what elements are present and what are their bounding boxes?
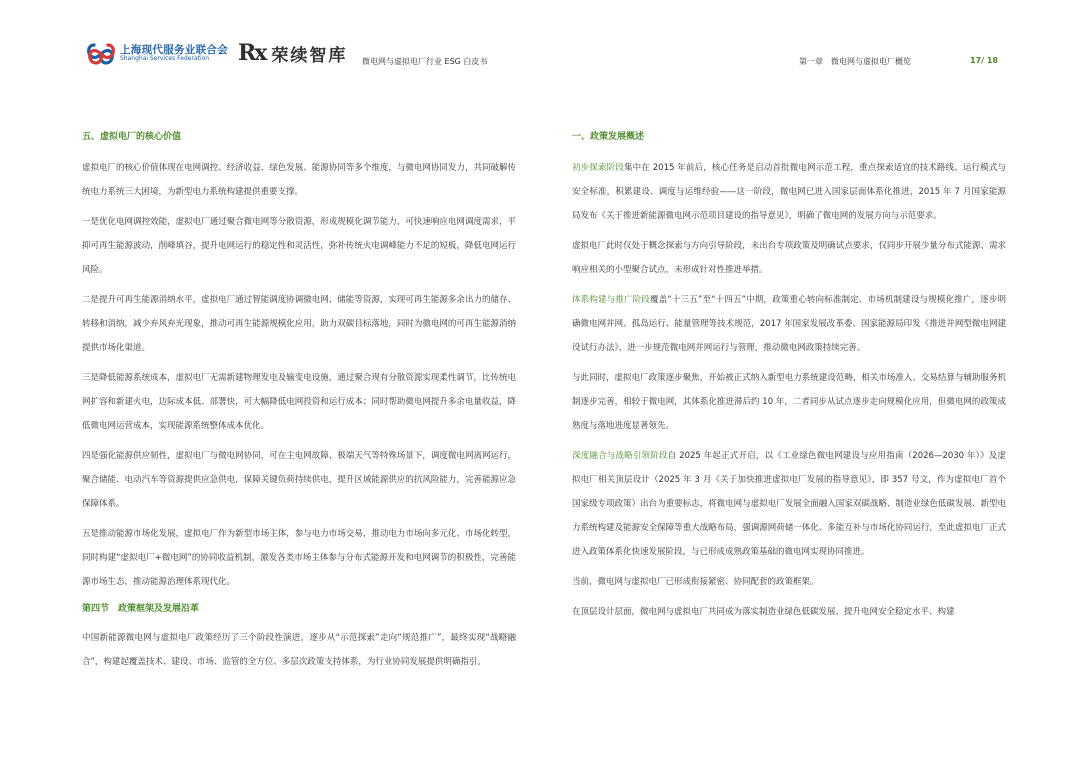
section-heading-policy-overview: 一、政策发展概述 (572, 132, 645, 142)
paragraph: 四是强化能源供应韧性，虚拟电厂与微电网协同，可在主电网故障、极端天气等特殊场景下，调度微电网离网运行，聚合储能、电动汽车等资源提供应急供电，保障关键负荷持续供电，提升区域能源供应的抗风险能力，完善能源应急保障体系。 (82, 451, 516, 509)
paragraph-stage-3 (572, 444, 1006, 564)
stage-label: 体系构建与推广阶段 (572, 295, 650, 305)
ssf-logo-name-cn: 上海现代服务业联合会 (120, 44, 228, 57)
ssf-logo-icon (86, 41, 116, 67)
stage-label: 深度融合与战略引领阶段 (572, 451, 668, 461)
page-header (0, 0, 1080, 80)
document-title: 微电网与虚拟电厂行业 ESG 白皮书 (362, 57, 488, 66)
stage-text: 覆盖“十三五”至“十四五”中期，政策重心转向标准制定、市场机制建设与规模化推广，逐步明确微电网并网、孤岛运行、能量管理等技术规范，2017 年国家发展改革委、国家能源局印发《推进并网型微电网建设试行办法》，进一步规范微电网并网运行与管理，推动微电网政策持续完善。 (572, 295, 1006, 353)
section-heading-policy-framework: 第四节 政策框架及发展沿革 (82, 604, 200, 614)
rx-logo-mark: Rx (238, 40, 266, 66)
paragraph: 五是推动能源市场化发展，虚拟电厂作为新型市场主体，参与电力市场交易，推动电力市场向多元化、市场化转型，同时构建“虚拟电厂+微电网”的协同收益机制，激发各类市场主体参与分布式能源开发和电网调节的积极性，完善能源市场生态，推动能源治理体系现代化。 (82, 529, 516, 587)
left-column (82, 130, 516, 680)
paragraph: 与此同时，虚拟电厂政策逐步聚焦，开始被正式纳入新型电力系统建设范畴，相关市场准入、交易结算与辅助服务机制逐步完善，相较于微电网，其体系化推进滞后约 10 年，二者同步从试点逐步走向规模化应用，但微电网的政策成熟度与落地进度显著领先。 (572, 373, 1006, 431)
chapter-title: 第一章 微电网与虚拟电厂概览 (799, 57, 911, 66)
paragraph: 虚拟电厂的核心价值体现在电网调控、经济收益、绿色发展、能源协同等多个维度，与微电网协同发力，共同破解传统电力系统三大困境，为新型电力系统构建提供重要支撑。 (82, 163, 516, 197)
paragraph-stage-1 (572, 156, 1006, 228)
stage-text: 自 2025 年起正式开启，以《工业绿色微电网建设与应用指南（2026—2030 年）》及虚拟电厂相关顶层设计（2025 年 3 月《关于加快推进虚拟电厂发展的指导意见》，即 357 号文，作为虚拟电厂首个国家级专项政策）出台为重要标志，将微电网与虚拟电厂发展全面融入国家双碳战略、制造业绿色低碳发展、新型电力系统构建及能源安全保障等重大战略布局，强调源网荷储一体化、多能互补与市场化协同运行，至此虚拟电厂正式进入政策体系化快速发展阶段，与已形成成熟政策基础的微电网实现协同推进。 (572, 451, 1006, 557)
paragraph: 当前，微电网与虚拟电厂已形成衔接紧密、协同配套的政策框架。 (572, 577, 819, 587)
paragraph: 一是优化电网调控效能，虚拟电厂通过聚合微电网等分散资源，形成规模化调节能力，可快速响应电网调度需求，平抑可再生能源波动，削峰填谷，提升电网运行的稳定性和灵活性，弥补传统火电调峰能力不足的短板，降低电网运行风险。 (82, 217, 516, 275)
ssf-logo-name-en: Shanghai Services Federation (120, 55, 210, 63)
rx-think-tank-logo (238, 38, 347, 68)
paragraph: 在顶层设计层面，微电网与虚拟电厂共同成为落实制造业绿色低碳发展、提升电网安全稳定水平、构建 (572, 607, 955, 617)
paragraph-stage-2 (572, 288, 1006, 360)
section-heading-core-value: 五、虚拟电厂的核心价值 (82, 132, 182, 142)
rx-logo-name: 荣续智库 (271, 45, 348, 66)
right-column (572, 130, 1006, 630)
stage-label: 初步探索阶段 (572, 163, 624, 173)
paragraph: 三是降低能源系统成本，虚拟电厂无需新建物理发电及输变电设施，通过聚合现有分散资源实现柔性调节，比传统电网扩容和新建火电，边际成本低、部署快，可大幅降低电网投资和运行成本；同时帮助微电网提升多余电量收益，降低微电网运营成本，实现能源系统整体成本优化。 (82, 373, 516, 431)
paragraph: 二是提升可再生能源消纳水平，虚拟电厂通过智能调度协调微电网、储能等资源，实现可再生能源多余出力的储存、转移和消纳，减少弃风弃光现象，推动可再生能源规模化应用，助力双碳目标落地，同时为微电网的可再生能源消纳提供市场化渠道。 (82, 295, 516, 353)
paragraph: 中国新能源微电网与虚拟电厂政策经历了三个阶段性演进，逐步从“示范探索”走向“规范推广”，最终实现“战略融合”，构建起覆盖技术、建设、市场、监管的全方位、多层次政策支持体系，为行业协同发展提供明确指引。 (82, 633, 516, 667)
page-number: 17/ 18 (970, 56, 998, 65)
ssf-logo (86, 40, 236, 68)
paragraph: 虚拟电厂此时仅处于概念探索与方向引导阶段，未出台专项政策及明确试点要求，仅同步开展少量分布式能源、需求响应相关的小型聚合试点，未形成针对性推进举措。 (572, 241, 1006, 275)
stage-text: 集中在 2015 年前后，核心任务是启动首批微电网示范工程，重点探索适宜的技术路线、运行模式与安全标准，积累建设、调度与运维经验——这一阶段，微电网已进入国家层面体系化推进，2015 年 7 月国家能源局发布《关于推进新能源微电网示范项目建设的指导意见》，明确了微电网的发展方向与示范要求。 (572, 163, 1006, 221)
